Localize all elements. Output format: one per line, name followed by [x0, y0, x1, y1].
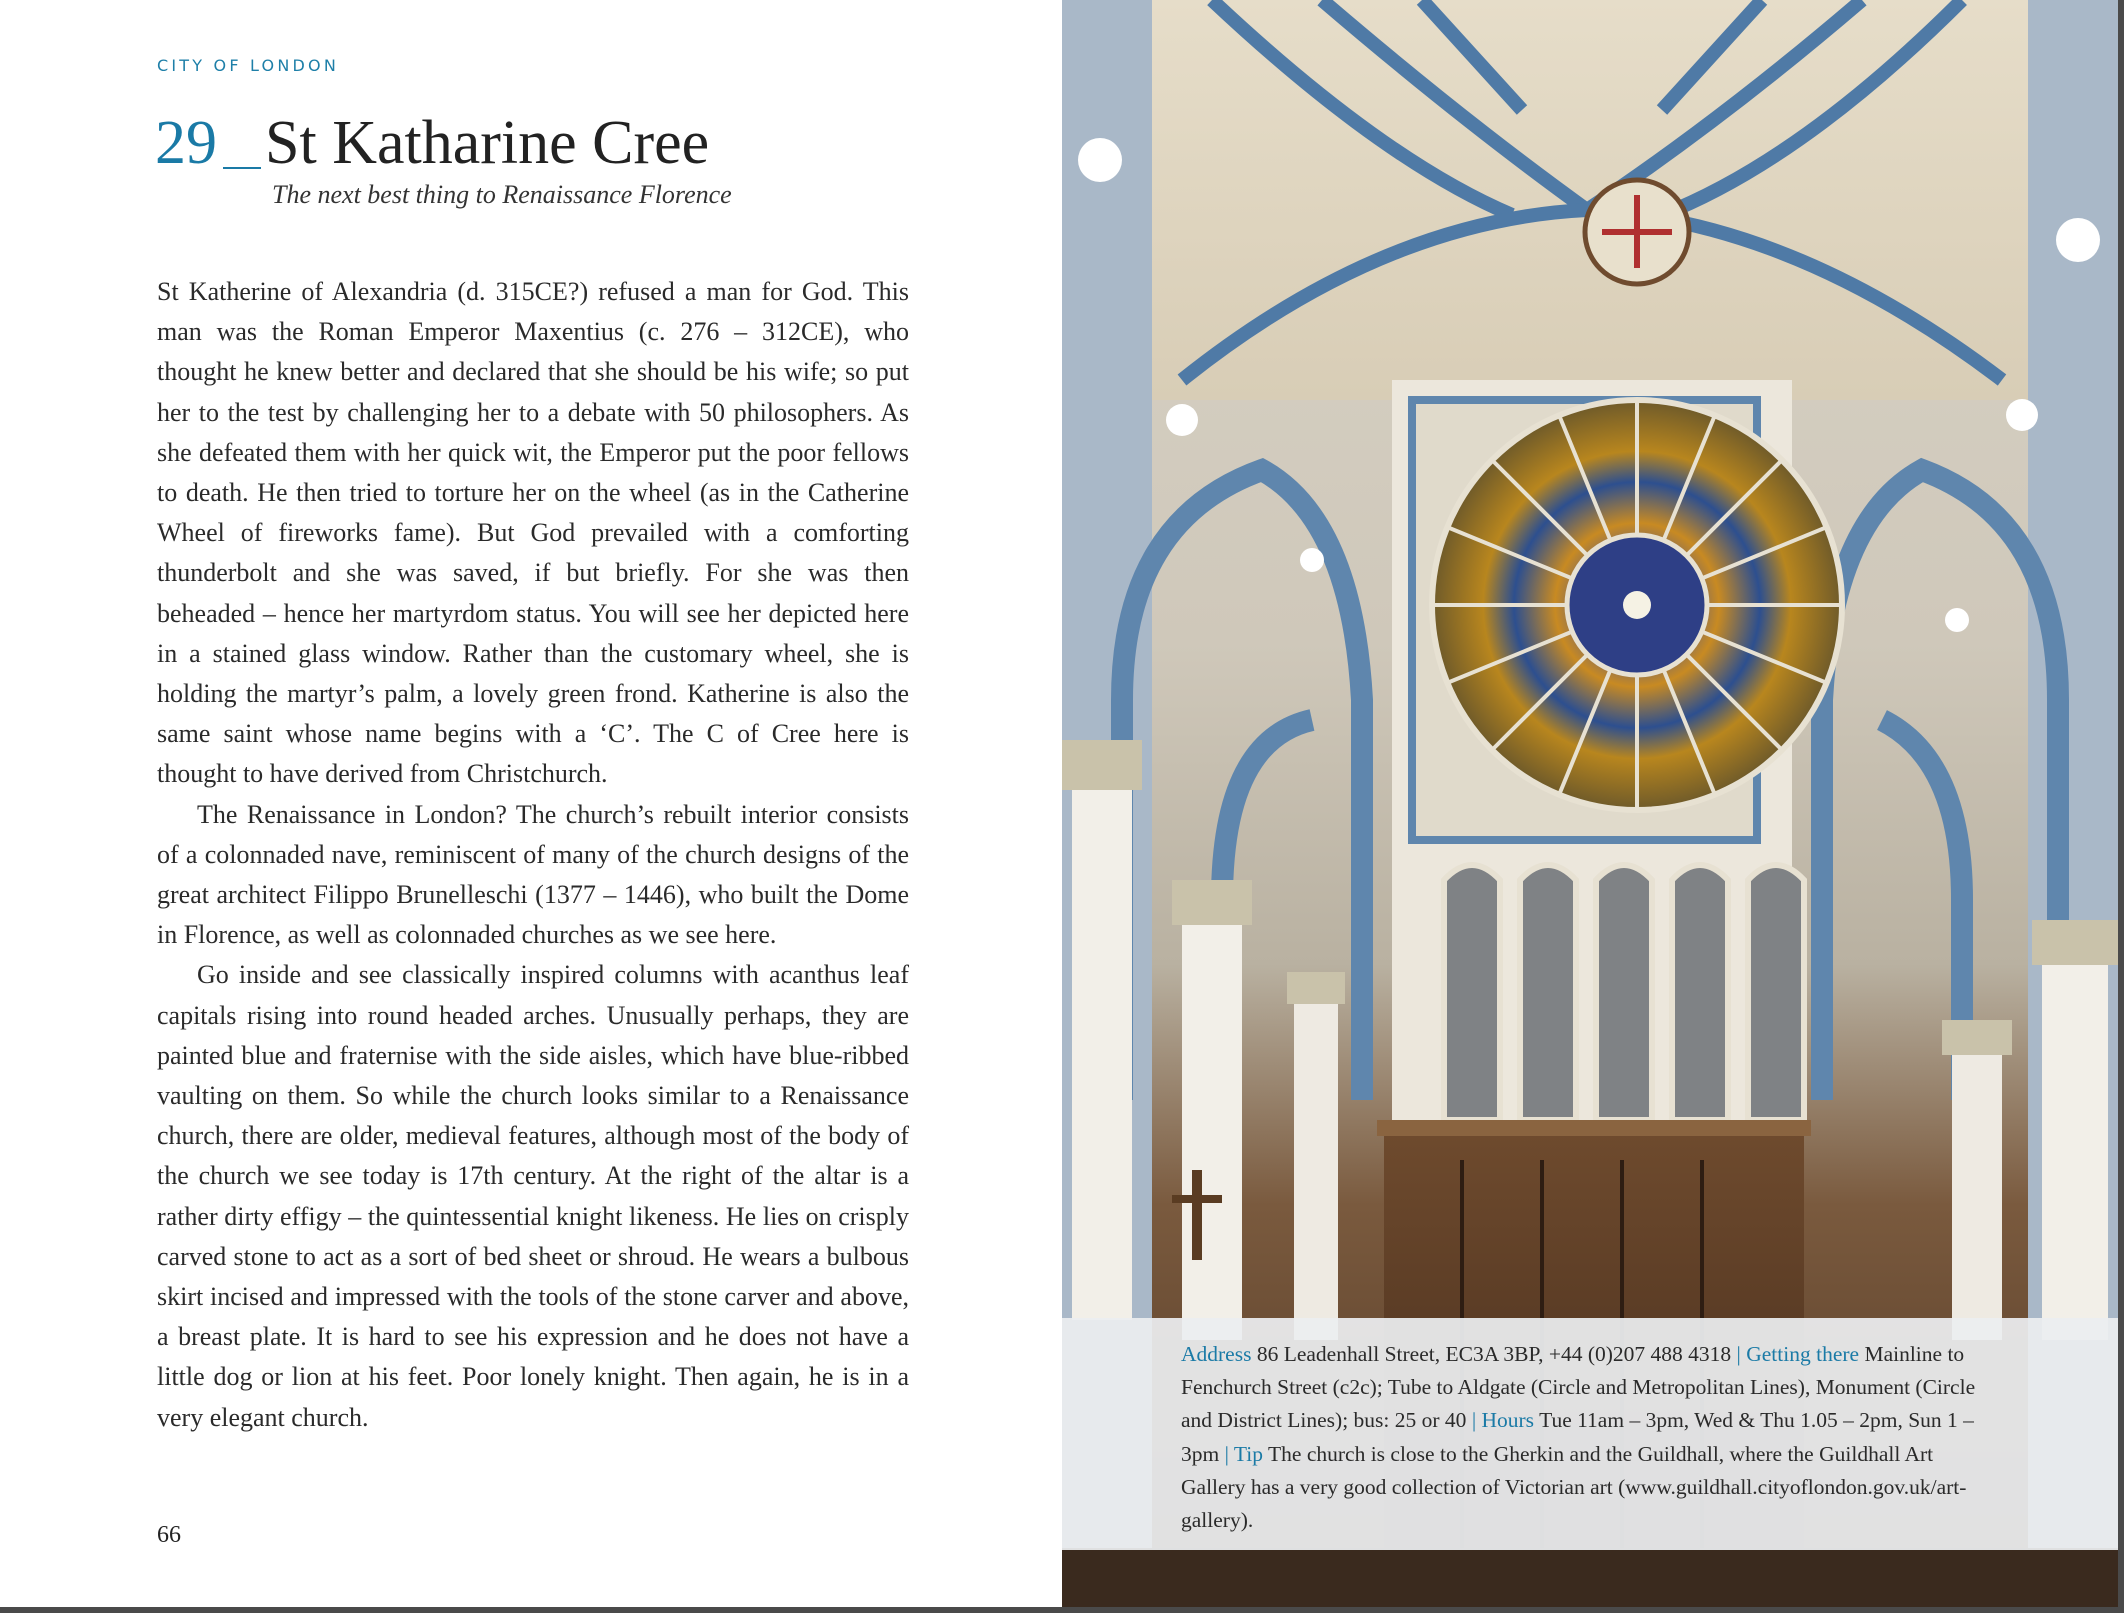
separator: | — [1736, 1342, 1741, 1366]
getting-there-value: Mainline to Fenchurch Street (c2c); Tube to Aldgate (Circle and Metropolitan Lines), Monument (Circle and District Lines); bus: 25 or 40 — [1181, 1342, 1976, 1433]
body-text — [157, 272, 909, 1438]
separator: | — [1471, 1408, 1477, 1433]
chapter-name: St Katharine Cree — [265, 109, 710, 177]
info-text — [1181, 1338, 2001, 1537]
hours-value: Tue 11am – 3pm, Wed & Thu 1.05 – 2pm, Sun 1 – 3pm — [1181, 1408, 1974, 1466]
left-page — [0, 0, 1062, 1607]
getting-there-label: Getting there — [1746, 1342, 1860, 1366]
hours-label: Hours — [1481, 1408, 1535, 1433]
chapter-title — [155, 108, 709, 179]
address-label: Address — [1181, 1342, 1252, 1366]
address-value: 86 Leadenhall Street, EC3A 3BP, +44 (0)207 488 4318 — [1256, 1342, 1732, 1366]
title-rule — [223, 167, 261, 169]
paragraph: St Katherine of Alexandria (d. 315CE?) refused a man for God. This man was the Roman Emperor Maxentius (c. 276 – 312CE), who thought he knew better and declared that she should be his wife; so put her to the test by challenging her to a debate with 50 philosophers. As she defeated them with her quick wit, the Emperor put the poor fellows to death. He then tried to torture her on the wheel (as in the Catherine Wheel of fireworks fame). But God prevailed with a comforting thunderbolt and she was saved, if but briefly. For she was then beheaded – hence her martyrdom status. You will see her depicted here in a stained glass window. Rather than the customary wheel, she is holding the martyr’s palm, a lovely green frond. Katherine is also the same saint whose name begins with a ‘C’. The C of Cree here is thought to have derived from Christchurch. — [157, 277, 909, 789]
chapter-subtitle: The next best thing to Renaissance Florence — [272, 180, 732, 209]
paragraph: Go inside and see classically inspired columns with acanthus leaf capitals rising into round headed arches. Unusually perhaps, they are painted blue and fraternise with the side aisles, which have blue-ribbed vaulting on them. So while the church looks similar to a Renaissance church, there are older, medieval features, although most of the body of the church we see today is 17th century. At the right of the altar is a rather dirty effigy – the quintessential knight likeness. He lies on crisply carved stone to act as a sort of bed sheet or shroud. He wears a bulbous skirt incised and impressed with the tools of the stone carver and above, a breast plate. It is hard to see his expression and he does not have a little dog or lion at his feet. Poor lonely knight. Then again, he is in a very elegant church. — [157, 960, 909, 1432]
section-header: CITY OF LONDON — [157, 56, 339, 75]
chapter-number: 29 — [155, 109, 217, 177]
tip-label: Tip — [1233, 1441, 1264, 1466]
separator: | — [1224, 1441, 1229, 1466]
tip-value: The church is close to the Gherkin and the Guildhall, where the Guildhall Art Gallery has a very good collection of Victorian art (www.guildhall.cityoflondon.gov.uk/art-gallery). — [1181, 1441, 1967, 1533]
page-number: 66 — [157, 1522, 181, 1548]
paragraph: The Renaissance in London? The church’s rebuilt interior consists of a colonnaded nave, reminiscent of many of the church designs of the great architect Filippo Brunelleschi (1377 – 1446), who built the Dome in Florence, as well as colonnaded churches as we see here. — [157, 799, 909, 950]
